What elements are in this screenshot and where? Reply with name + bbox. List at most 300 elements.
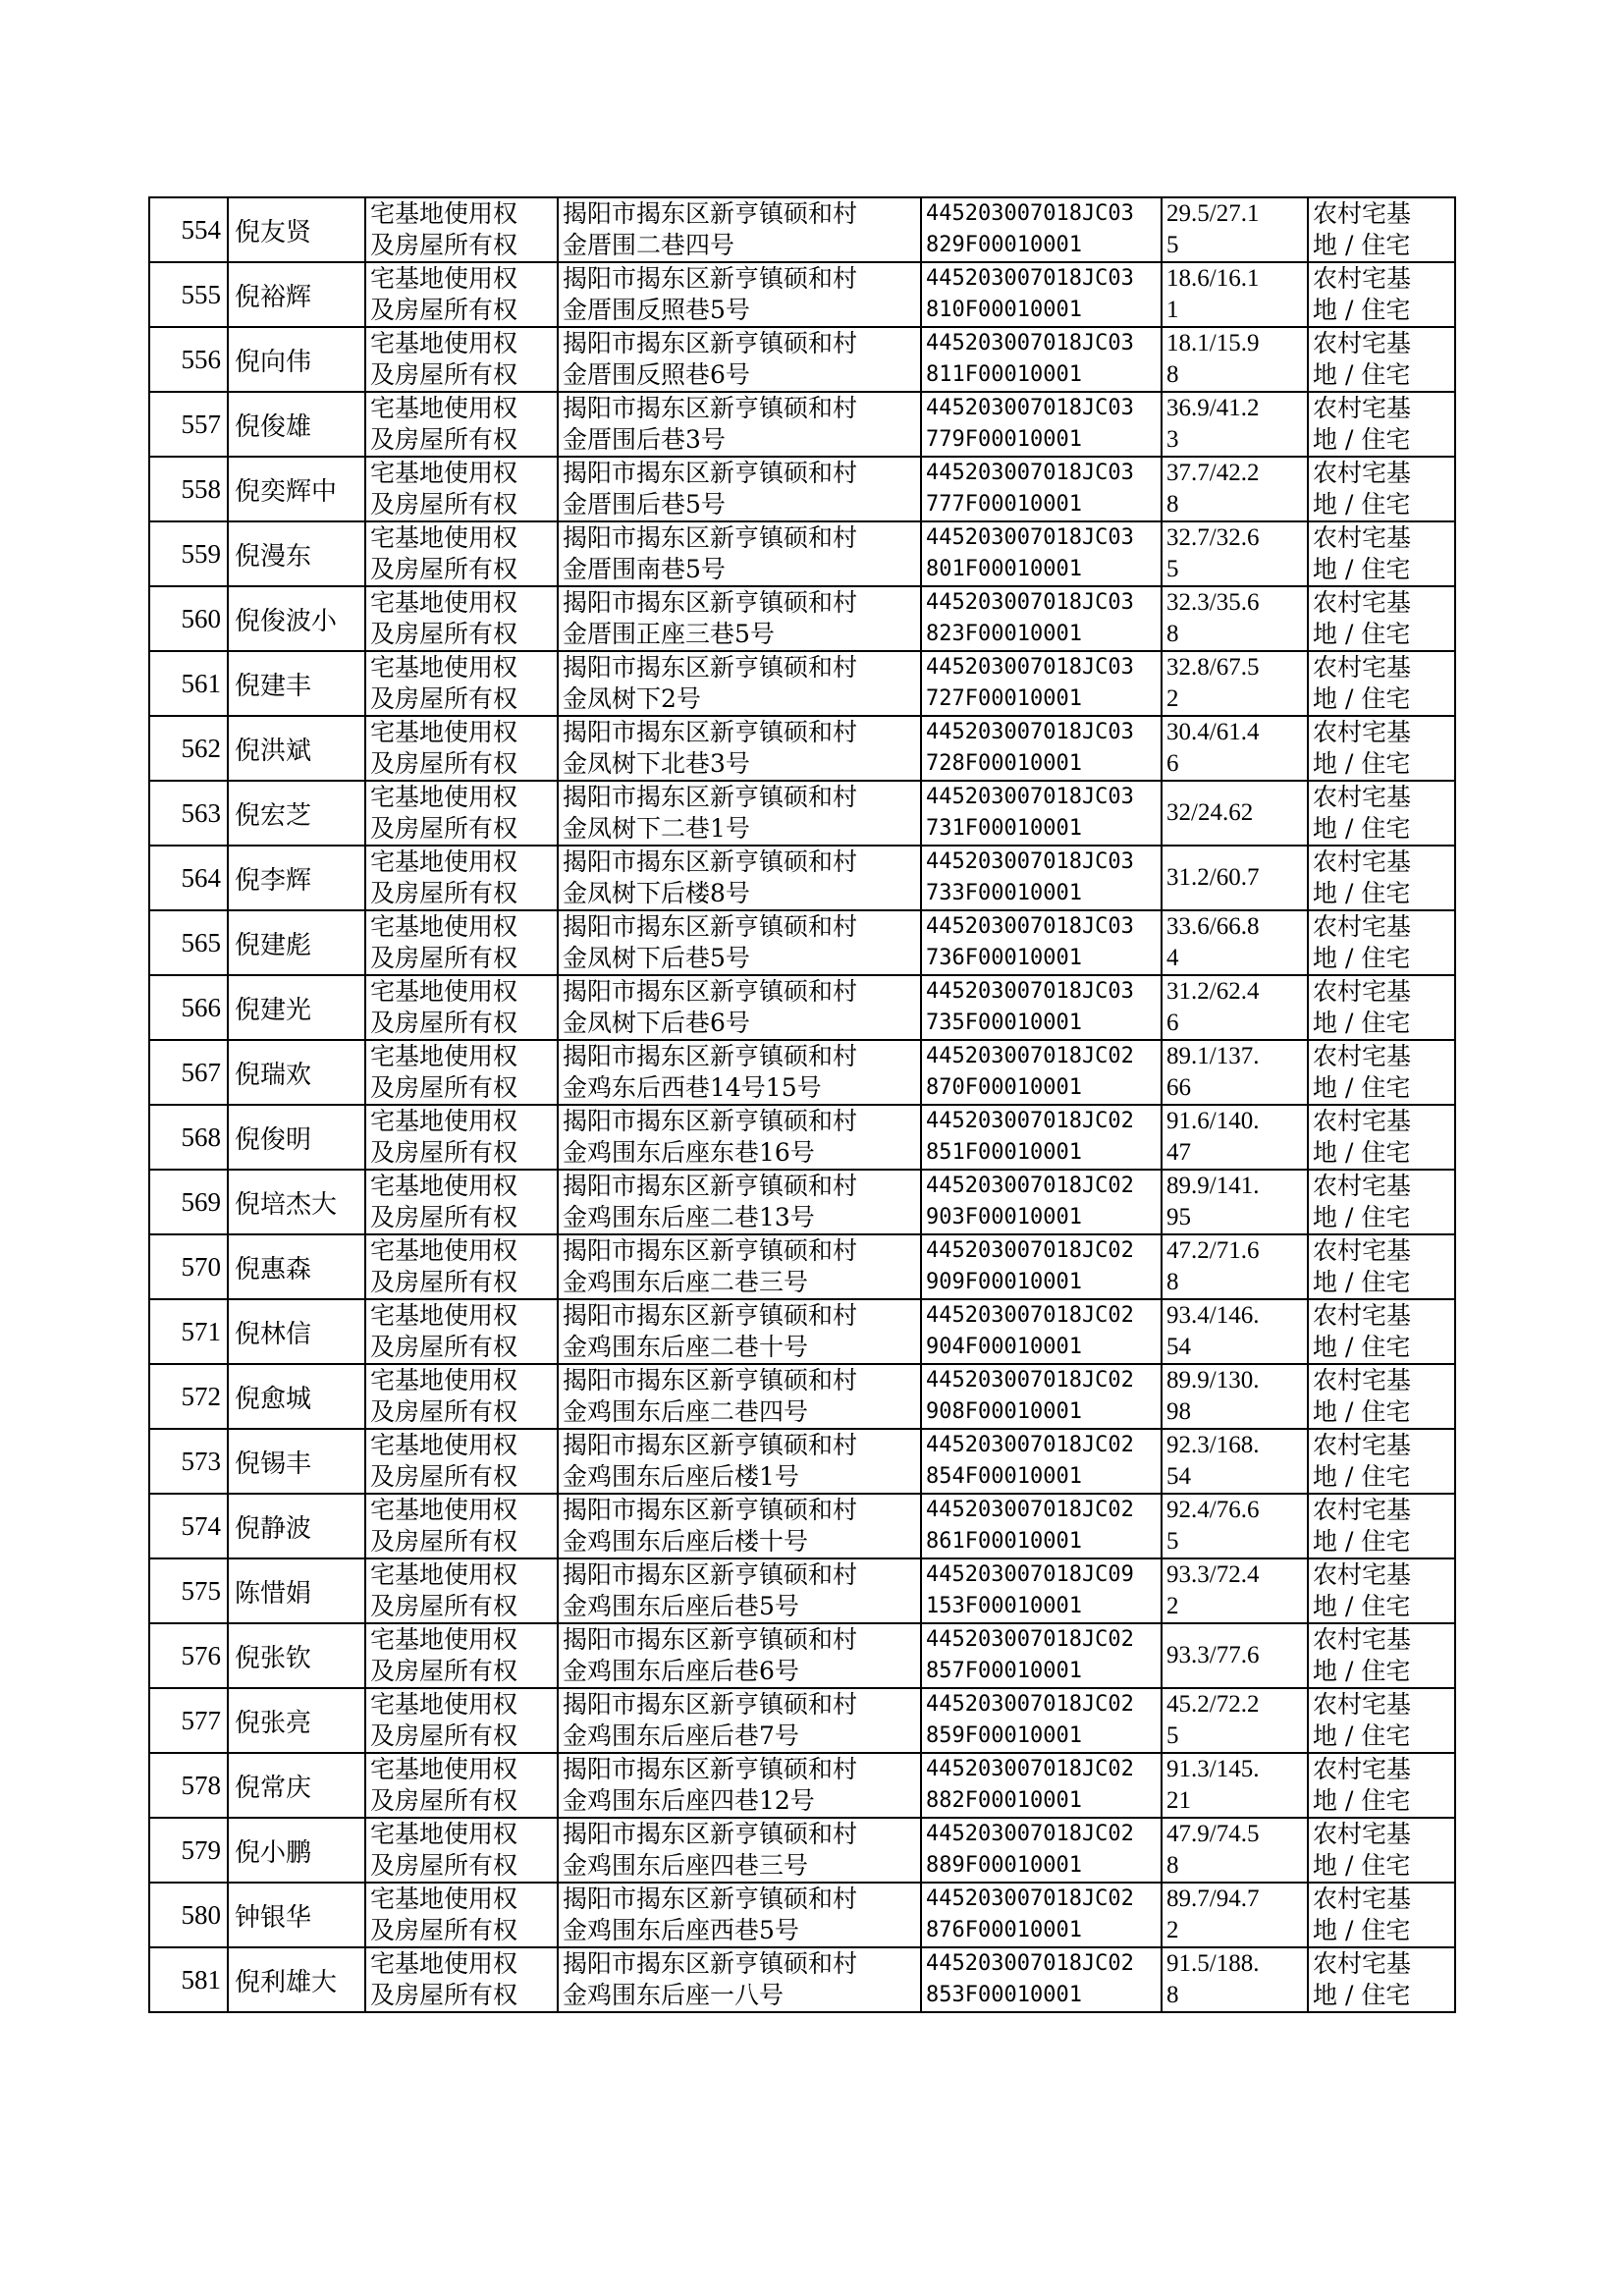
land-use-line: 地 / 住宅 [1313, 425, 1411, 454]
unit-code-line: 736F00010001 [926, 946, 1082, 970]
address-line: 金厝围南巷5号 [563, 555, 726, 583]
area-line: 66 [1166, 1074, 1191, 1101]
table-row [149, 1818, 1455, 1883]
unit-code-line: 731F00010001 [926, 816, 1082, 841]
area-cell [1162, 1494, 1308, 1558]
land-use-line: 农村宅基 [1313, 1690, 1412, 1719]
area-line: 54 [1166, 1334, 1191, 1360]
table-row [149, 1753, 1455, 1818]
area-cell [1162, 197, 1308, 262]
land-use-cell [1308, 846, 1455, 910]
right-type-line: 宅基地使用权 [370, 1042, 518, 1070]
land-use-line: 农村宅基 [1313, 1755, 1412, 1783]
row-number-cell: 580 [149, 1883, 228, 1947]
unit-code-line: 904F00010001 [926, 1335, 1082, 1359]
right-type-line: 及房屋所有权 [370, 1268, 518, 1296]
table-row [149, 262, 1455, 327]
unit-code-line: 445203007018JC03 [926, 590, 1134, 615]
unit-code-line: 445203007018JC02 [926, 1692, 1134, 1717]
area-cell [1162, 781, 1308, 846]
address-cell [558, 1429, 921, 1494]
unit-code-line: 811F00010001 [926, 362, 1082, 387]
land-use-cell [1308, 910, 1455, 975]
unit-code-cell [921, 457, 1162, 521]
land-use-line: 地 / 住宅 [1313, 1981, 1411, 2009]
address-line: 揭阳市揭东区新亨镇硕和村 [563, 1949, 858, 1978]
unit-code-line: 851F00010001 [926, 1140, 1082, 1165]
right-type-line: 及房屋所有权 [370, 555, 518, 583]
right-type-line: 宅基地使用权 [370, 588, 518, 617]
right-type-line: 宅基地使用权 [370, 1496, 518, 1524]
land-use-line: 地 / 住宅 [1313, 1657, 1411, 1685]
row-number-cell: 574 [149, 1494, 228, 1558]
land-use-cell [1308, 521, 1455, 586]
table-row [149, 1040, 1455, 1105]
row-number-cell: 570 [149, 1234, 228, 1299]
address-line: 揭阳市揭东区新亨镇硕和村 [563, 1755, 858, 1783]
right-type-cell [365, 327, 558, 392]
right-type-line: 宅基地使用权 [370, 1172, 518, 1200]
unit-code-cell [921, 1170, 1162, 1234]
owner-name-cell: 倪张亮 [228, 1688, 365, 1753]
area-line: 8 [1166, 361, 1179, 388]
land-use-line: 地 / 住宅 [1313, 684, 1411, 713]
right-type-cell [365, 1494, 558, 1558]
address-line: 金鸡围东后座四巷三号 [563, 1851, 809, 1880]
unit-code-line: 445203007018JC02 [926, 1109, 1134, 1133]
unit-code-line: 153F00010001 [926, 1594, 1082, 1618]
area-line: 47.9/74.5 [1166, 1821, 1260, 1847]
address-line: 揭阳市揭东区新亨镇硕和村 [563, 1107, 858, 1135]
right-type-line: 宅基地使用权 [370, 1885, 518, 1913]
right-type-line: 及房屋所有权 [370, 944, 518, 972]
area-line: 93.4/146. [1166, 1302, 1260, 1329]
land-use-line: 农村宅基 [1313, 1301, 1412, 1330]
address-line: 金鸡围东后座二巷13号 [563, 1203, 815, 1231]
right-type-line: 及房屋所有权 [370, 1073, 518, 1102]
area-line: 32.7/32.6 [1166, 524, 1260, 551]
address-line: 揭阳市揭东区新亨镇硕和村 [563, 1366, 858, 1394]
row-number-cell: 577 [149, 1688, 228, 1753]
unit-code-line: 859F00010001 [926, 1723, 1082, 1748]
row-number-cell: 576 [149, 1623, 228, 1688]
table-row [149, 910, 1455, 975]
unit-code-cell [921, 392, 1162, 457]
unit-code-line: 445203007018JC02 [926, 1498, 1134, 1522]
land-use-line: 地 / 住宅 [1313, 1786, 1411, 1815]
right-type-line: 及房屋所有权 [370, 749, 518, 778]
right-type-line: 宅基地使用权 [370, 718, 518, 746]
address-line: 揭阳市揭东区新亨镇硕和村 [563, 1042, 858, 1070]
right-type-line: 及房屋所有权 [370, 1916, 518, 1944]
land-use-line: 农村宅基 [1313, 1560, 1412, 1589]
land-use-line: 农村宅基 [1313, 1042, 1412, 1070]
address-line: 揭阳市揭东区新亨镇硕和村 [563, 329, 858, 357]
address-line: 金凤树下后巷5号 [563, 944, 750, 972]
area-line: 18.6/16.1 [1166, 265, 1260, 292]
address-line: 金厝围正座三巷5号 [563, 620, 775, 648]
unit-code-cell [921, 1364, 1162, 1429]
right-type-line: 宅基地使用权 [370, 1560, 518, 1589]
area-line: 47.2/71.6 [1166, 1237, 1260, 1264]
right-type-line: 宅基地使用权 [370, 459, 518, 487]
owner-name-cell: 倪瑞欢 [228, 1040, 365, 1105]
unit-code-cell [921, 1558, 1162, 1623]
owner-name-cell: 倪常庆 [228, 1753, 365, 1818]
owner-name-cell: 倪惠森 [228, 1234, 365, 1299]
right-type-cell [365, 1883, 558, 1947]
unit-code-line: 908F00010001 [926, 1399, 1082, 1424]
area-line: 8 [1166, 1852, 1179, 1879]
address-cell [558, 327, 921, 392]
unit-code-cell [921, 1623, 1162, 1688]
land-use-line: 地 / 住宅 [1313, 1592, 1411, 1620]
unit-code-line: 777F00010001 [926, 492, 1082, 517]
unit-code-cell [921, 1753, 1162, 1818]
right-type-line: 宅基地使用权 [370, 977, 518, 1006]
right-type-line: 宅基地使用权 [370, 847, 518, 876]
area-cell [1162, 1170, 1308, 1234]
unit-code-line: 445203007018JC02 [926, 1951, 1134, 1976]
address-cell [558, 1558, 921, 1623]
right-type-line: 宅基地使用权 [370, 199, 518, 228]
address-line: 揭阳市揭东区新亨镇硕和村 [563, 1560, 858, 1589]
right-type-line: 及房屋所有权 [370, 1138, 518, 1167]
area-cell [1162, 975, 1308, 1040]
area-line: 6 [1166, 1010, 1179, 1036]
right-type-line: 及房屋所有权 [370, 1333, 518, 1361]
row-number-cell: 565 [149, 910, 228, 975]
area-cell [1162, 262, 1308, 327]
address-line: 金鸡围东后座二巷四号 [563, 1397, 809, 1426]
land-use-cell [1308, 586, 1455, 651]
unit-code-cell [921, 716, 1162, 781]
row-number-cell: 581 [149, 1947, 228, 2012]
land-use-line: 农村宅基 [1313, 1236, 1412, 1265]
right-type-cell [365, 262, 558, 327]
unit-code-cell [921, 327, 1162, 392]
land-use-cell [1308, 197, 1455, 262]
address-cell [558, 846, 921, 910]
address-line: 揭阳市揭东区新亨镇硕和村 [563, 1690, 858, 1719]
land-use-cell [1308, 716, 1455, 781]
area-line: 21 [1166, 1787, 1191, 1814]
address-cell [558, 1688, 921, 1753]
unit-code-line: 779F00010001 [926, 427, 1082, 452]
address-line: 金凤树下二巷1号 [563, 814, 750, 843]
address-cell [558, 651, 921, 716]
row-number-cell: 559 [149, 521, 228, 586]
land-use-cell [1308, 781, 1455, 846]
row-number-cell: 561 [149, 651, 228, 716]
land-use-line: 农村宅基 [1313, 1820, 1412, 1848]
unit-code-cell [921, 1494, 1162, 1558]
address-line: 揭阳市揭东区新亨镇硕和村 [563, 912, 858, 941]
right-type-line: 及房屋所有权 [370, 231, 518, 259]
unit-code-cell [921, 975, 1162, 1040]
address-cell [558, 975, 921, 1040]
address-line: 金厝围后巷3号 [563, 425, 726, 454]
land-use-cell [1308, 1429, 1455, 1494]
land-use-line: 地 / 住宅 [1313, 944, 1411, 972]
area-line: 8 [1166, 491, 1179, 518]
owner-name-cell: 倪俊明 [228, 1105, 365, 1170]
unit-code-cell [921, 197, 1162, 262]
area-cell [1162, 1234, 1308, 1299]
address-line: 揭阳市揭东区新亨镇硕和村 [563, 1885, 858, 1913]
unit-code-line: 445203007018JC02 [926, 1627, 1134, 1652]
area-line: 37.7/42.2 [1166, 460, 1260, 486]
land-use-line: 农村宅基 [1313, 199, 1412, 228]
unit-code-line: 727F00010001 [926, 686, 1082, 711]
unit-code-line: 445203007018JC02 [926, 1238, 1134, 1263]
address-cell [558, 1105, 921, 1170]
land-use-line: 地 / 住宅 [1313, 620, 1411, 648]
right-type-line: 及房屋所有权 [370, 684, 518, 713]
owner-name-cell: 倪洪斌 [228, 716, 365, 781]
right-type-line: 宅基地使用权 [370, 1820, 518, 1848]
right-type-line: 及房屋所有权 [370, 1981, 518, 2009]
land-use-line: 农村宅基 [1313, 1949, 1412, 1978]
row-number-cell: 555 [149, 262, 228, 327]
land-use-line: 农村宅基 [1313, 588, 1412, 617]
address-cell [558, 781, 921, 846]
right-type-line: 及房屋所有权 [370, 1592, 518, 1620]
right-type-line: 宅基地使用权 [370, 1690, 518, 1719]
right-type-line: 宅基地使用权 [370, 1949, 518, 1978]
row-number-cell: 556 [149, 327, 228, 392]
land-use-line: 地 / 住宅 [1313, 879, 1411, 907]
right-type-cell [365, 1105, 558, 1170]
address-line: 揭阳市揭东区新亨镇硕和村 [563, 1172, 858, 1200]
address-line: 揭阳市揭东区新亨镇硕和村 [563, 1236, 858, 1265]
table-row [149, 327, 1455, 392]
area-line: 2 [1166, 685, 1179, 712]
owner-name-cell: 倪张钦 [228, 1623, 365, 1688]
land-use-line: 农村宅基 [1313, 1366, 1412, 1394]
right-type-cell [365, 910, 558, 975]
owner-name-cell: 倪向伟 [228, 327, 365, 392]
area-line: 31.2/60.7 [1166, 864, 1260, 891]
land-use-line: 农村宅基 [1313, 1496, 1412, 1524]
table-row [149, 1623, 1455, 1688]
address-line: 金鸡围东后座后楼十号 [563, 1527, 809, 1556]
right-type-line: 宅基地使用权 [370, 394, 518, 422]
address-line: 金鸡围东后座东巷16号 [563, 1138, 815, 1167]
area-line: 30.4/61.4 [1166, 719, 1260, 745]
address-line: 揭阳市揭东区新亨镇硕和村 [563, 1496, 858, 1524]
area-cell [1162, 1299, 1308, 1364]
land-use-cell [1308, 1753, 1455, 1818]
land-use-cell [1308, 1234, 1455, 1299]
land-use-line: 农村宅基 [1313, 264, 1412, 293]
row-number-cell: 569 [149, 1170, 228, 1234]
right-type-cell [365, 846, 558, 910]
table-row [149, 975, 1455, 1040]
table-row [149, 1688, 1455, 1753]
address-line: 金凤树下后巷6号 [563, 1009, 750, 1037]
table-row [149, 457, 1455, 521]
unit-code-line: 445203007018JC03 [926, 266, 1134, 291]
address-cell [558, 1818, 921, 1883]
area-line: 91.3/145. [1166, 1756, 1260, 1782]
area-line: 5 [1166, 1722, 1179, 1749]
unit-code-line: 445203007018JC03 [926, 720, 1134, 744]
land-use-line: 地 / 住宅 [1313, 360, 1411, 389]
unit-code-cell [921, 1688, 1162, 1753]
owner-name-cell: 陈惜娟 [228, 1558, 365, 1623]
right-type-cell [365, 586, 558, 651]
address-cell [558, 1753, 921, 1818]
unit-code-cell [921, 651, 1162, 716]
row-number-cell: 572 [149, 1364, 228, 1429]
address-line: 金厝围后巷5号 [563, 490, 726, 519]
table-row [149, 651, 1455, 716]
area-line: 89.7/94.7 [1166, 1885, 1260, 1912]
table-row [149, 586, 1455, 651]
right-type-line: 及房屋所有权 [370, 360, 518, 389]
address-cell [558, 262, 921, 327]
area-cell [1162, 1883, 1308, 1947]
address-cell [558, 1170, 921, 1234]
land-use-line: 地 / 住宅 [1313, 1203, 1411, 1231]
address-line: 揭阳市揭东区新亨镇硕和村 [563, 199, 858, 228]
land-use-cell [1308, 1818, 1455, 1883]
area-line: 33.6/66.8 [1166, 913, 1260, 940]
land-use-line: 农村宅基 [1313, 329, 1412, 357]
area-line: 8 [1166, 621, 1179, 647]
land-use-line: 农村宅基 [1313, 523, 1412, 552]
address-line: 金凤树下2号 [563, 684, 701, 713]
address-line: 揭阳市揭东区新亨镇硕和村 [563, 847, 858, 876]
owner-name-cell: 倪锡丰 [228, 1429, 365, 1494]
table-row [149, 1947, 1455, 2012]
row-number-cell: 554 [149, 197, 228, 262]
land-use-line: 农村宅基 [1313, 912, 1412, 941]
unit-code-line: 829F00010001 [926, 233, 1082, 257]
address-line: 金鸡围东后座后楼1号 [563, 1462, 799, 1491]
property-rights-table [148, 196, 1456, 2013]
table-row [149, 1883, 1455, 1947]
right-type-line: 及房屋所有权 [370, 425, 518, 454]
unit-code-line: 445203007018JC02 [926, 1757, 1134, 1781]
table-row [149, 1494, 1455, 1558]
address-cell [558, 1299, 921, 1364]
address-line: 揭阳市揭东区新亨镇硕和村 [563, 459, 858, 487]
row-number-cell: 578 [149, 1753, 228, 1818]
unit-code-line: 445203007018JC03 [926, 979, 1134, 1004]
row-number-cell: 575 [149, 1558, 228, 1623]
table-row [149, 716, 1455, 781]
unit-code-line: 810F00010001 [926, 298, 1082, 322]
area-line: 45.2/72.2 [1166, 1691, 1260, 1718]
land-use-cell [1308, 1558, 1455, 1623]
land-use-line: 地 / 住宅 [1313, 1268, 1411, 1296]
area-cell [1162, 1753, 1308, 1818]
area-line: 93.3/72.4 [1166, 1561, 1260, 1588]
land-use-cell [1308, 327, 1455, 392]
right-type-line: 宅基地使用权 [370, 1301, 518, 1330]
land-use-line: 地 / 住宅 [1313, 490, 1411, 519]
table-row [149, 392, 1455, 457]
unit-code-line: 733F00010001 [926, 881, 1082, 905]
area-cell [1162, 1105, 1308, 1170]
right-type-cell [365, 1947, 558, 2012]
right-type-line: 及房屋所有权 [370, 879, 518, 907]
land-use-line: 农村宅基 [1313, 459, 1412, 487]
unit-code-cell [921, 521, 1162, 586]
owner-name-cell: 倪愈城 [228, 1364, 365, 1429]
area-line: 91.5/188. [1166, 1950, 1260, 1977]
right-type-line: 宅基地使用权 [370, 912, 518, 941]
address-cell [558, 1040, 921, 1105]
area-line: 92.3/168. [1166, 1432, 1260, 1458]
owner-name-cell: 倪宏芝 [228, 781, 365, 846]
right-type-line: 及房屋所有权 [370, 1527, 518, 1556]
unit-code-cell [921, 1105, 1162, 1170]
unit-code-line: 445203007018JC03 [926, 655, 1134, 680]
land-use-cell [1308, 457, 1455, 521]
unit-code-line: 445203007018JC02 [926, 1886, 1134, 1911]
right-type-line: 宅基地使用权 [370, 1366, 518, 1394]
address-line: 揭阳市揭东区新亨镇硕和村 [563, 394, 858, 422]
unit-code-line: 445203007018JC02 [926, 1822, 1134, 1846]
unit-code-line: 445203007018JC03 [926, 331, 1134, 355]
area-cell [1162, 716, 1308, 781]
address-line: 金鸡围东后座后巷6号 [563, 1657, 799, 1685]
right-type-line: 及房屋所有权 [370, 1462, 518, 1491]
right-type-cell [365, 1623, 558, 1688]
address-line: 揭阳市揭东区新亨镇硕和村 [563, 1301, 858, 1330]
right-type-cell [365, 1429, 558, 1494]
address-cell [558, 1234, 921, 1299]
area-cell [1162, 910, 1308, 975]
address-line: 金鸡围东后座西巷5号 [563, 1916, 799, 1944]
land-use-cell [1308, 1688, 1455, 1753]
land-use-line: 地 / 住宅 [1313, 1462, 1411, 1491]
land-use-cell [1308, 262, 1455, 327]
land-use-cell [1308, 1170, 1455, 1234]
row-number-cell: 573 [149, 1429, 228, 1494]
address-line: 揭阳市揭东区新亨镇硕和村 [563, 1431, 858, 1459]
right-type-line: 宅基地使用权 [370, 264, 518, 293]
right-type-line: 及房屋所有权 [370, 1657, 518, 1685]
land-use-line: 地 / 住宅 [1313, 814, 1411, 843]
area-line: 8 [1166, 1982, 1179, 2008]
owner-name-cell: 倪漫东 [228, 521, 365, 586]
right-type-cell [365, 197, 558, 262]
right-type-line: 及房屋所有权 [370, 490, 518, 519]
unit-code-line: 861F00010001 [926, 1529, 1082, 1554]
land-use-line: 农村宅基 [1313, 977, 1412, 1006]
land-use-line: 地 / 住宅 [1313, 749, 1411, 778]
owner-name-cell: 倪友贤 [228, 197, 365, 262]
table-row [149, 1299, 1455, 1364]
unit-code-line: 445203007018JC03 [926, 849, 1134, 874]
area-line: 32.3/35.6 [1166, 589, 1260, 616]
owner-name-cell: 倪静波 [228, 1494, 365, 1558]
table-row [149, 1429, 1455, 1494]
right-type-cell [365, 1170, 558, 1234]
right-type-cell [365, 1040, 558, 1105]
area-line: 2 [1166, 1917, 1179, 1943]
unit-code-line: 445203007018JC03 [926, 396, 1134, 420]
right-type-cell [365, 457, 558, 521]
unit-code-line: 728F00010001 [926, 751, 1082, 776]
land-use-cell [1308, 1040, 1455, 1105]
address-cell [558, 1883, 921, 1947]
land-use-cell [1308, 975, 1455, 1040]
